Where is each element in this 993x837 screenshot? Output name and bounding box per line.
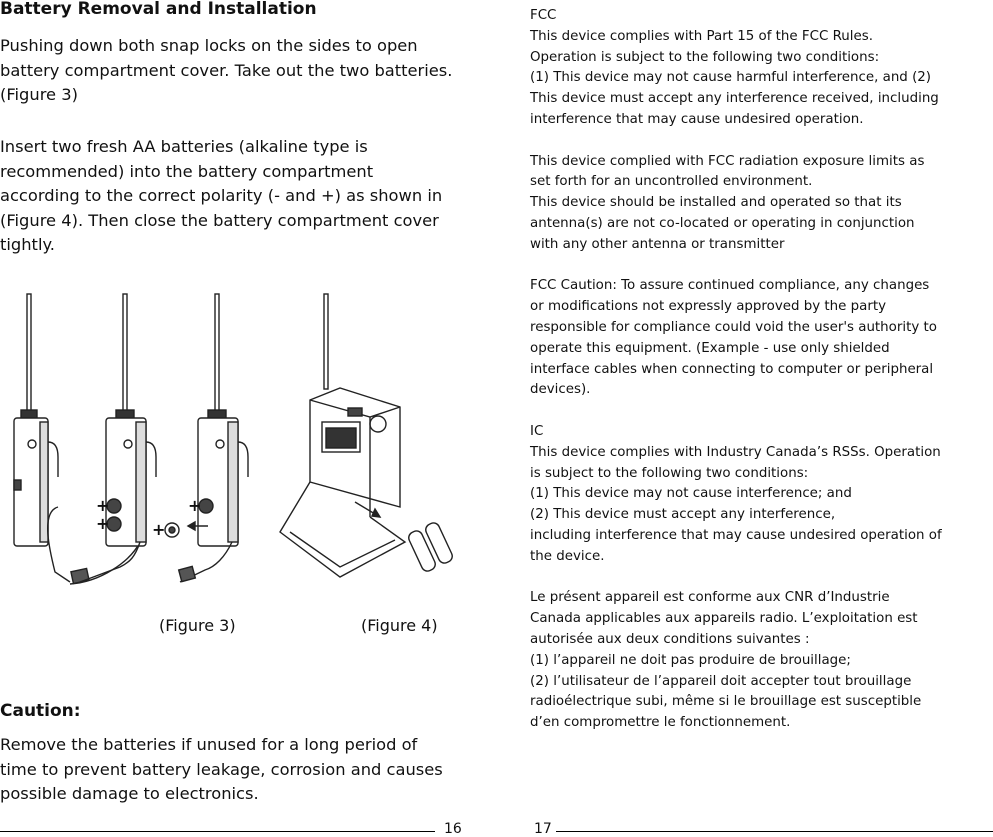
removal-paragraph: Pushing down both snap locks on the sides to open battery compartment cover. Take out the two batteries. (Figure 3) [0,36,453,104]
page-number-left: 16 [444,821,462,837]
french-compliance-paragraph: Le présent appareil est conforme aux CNR d’Industrie Canada applicables aux appareils radio. L’exploitation est autorisée aux deux conditions suivantes : (1) l’appareil ne doit pas produire de brouillage; (2) l’utilisateur de l’appareil doit accepter tout brouillage radioélectrique subi, même si le brouillage est susceptible d’en compromettre le fonctionnement. [530,590,922,731]
section-title: Battery Removal and Installation [0,0,317,19]
page-number-right: 17 [534,821,552,837]
ic-heading: IC [530,423,544,439]
installation-paragraph: Insert two fresh AA batteries (alkaline type is recommended) into the battery compartment according to the correct polarity (- and +) as shown in (Figure 4). Then close the battery compartment cover tightly. [0,137,443,254]
fcc-compliance-paragraph: This device complies with Part 15 of the FCC Rules. Operation is subject to the following two conditions: (1) This device may not cause harmful interference, and (2) This device must accept any interference received, including interference that may cause undesired operation. [530,28,939,127]
transmitter-open-figure-3b [80,294,156,582]
polarity-plus-label: + [96,514,110,533]
polarity-plus-label: + [96,496,110,515]
caution-title: Caution: [0,701,81,721]
footer-rule [0,831,435,832]
figure-3-caption: (Figure 3) [159,616,236,635]
battery-figures-illustration [10,292,460,597]
polarity-plus-label: + [152,520,166,539]
polarity-plus-label: + [188,496,202,515]
ic-compliance-paragraph: This device complies with Industry Canada’s RSSs. Operation is subject to the following two conditions: (1) This device may not cause interference; and (2) This device must accept any interference, including interference that may cause undesired operation of the device. [530,444,942,564]
right-page [530,6,990,734]
footer-rule [556,831,993,832]
fcc-heading: FCC [530,8,557,23]
fcc-caution-paragraph: FCC Caution: To assure continued compliance, any changes or modifications not expressly approved by the party responsible for compliance could void the user's authority to operate this equipment. (Example - use only shielded interface cables when connecting to computer or peripheral devices). [530,278,937,398]
caution-paragraph: Remove the batteries if unused for a long period of time to prevent battery leakage, corrosion and causes possible damage to electronics. [0,735,443,803]
fcc-radiation-paragraph: This device complied with FCC radiation exposure limits as set forth for an uncontrolled environment. This device should be installed and operated so that its antenna(s) are not co-located or operating in conjunction with any other antenna or transmitter [530,153,925,252]
figure-4-caption: (Figure 4) [361,616,438,635]
transmitter-empty-figure-3c [165,294,248,582]
transmitter-isometric-figure-4 [280,294,454,577]
